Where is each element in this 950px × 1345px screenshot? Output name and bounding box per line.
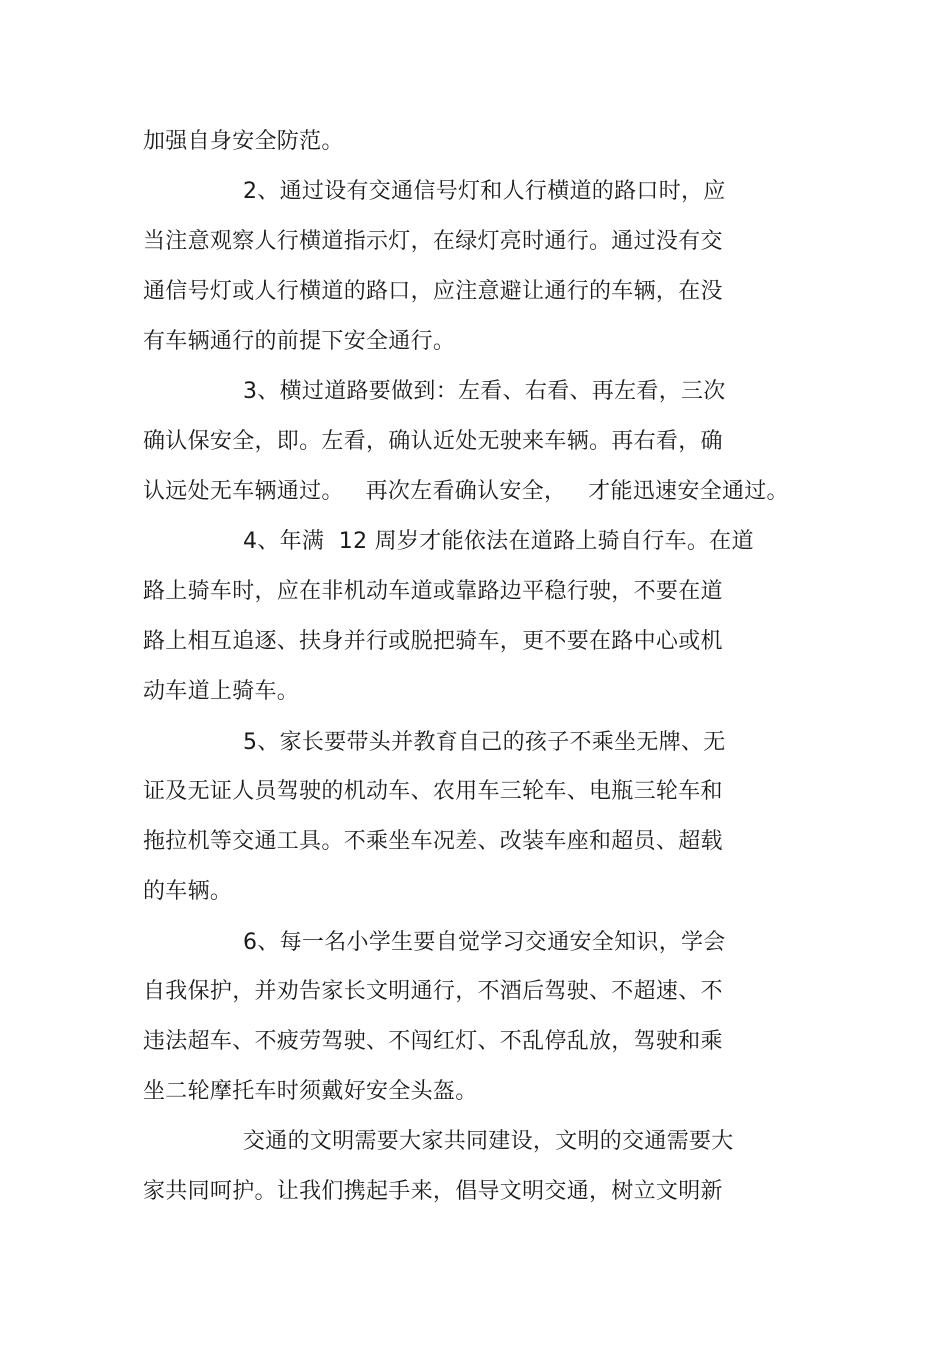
text-line: 6、每一名小学生要自觉学习交通安全知识，学会 — [243, 930, 726, 955]
text-line: 2、通过设有交通信号灯和人行横道的路口时，应 — [243, 179, 726, 204]
text-line: 路上骑车时，应在非机动车道或靠路边平稳行驶，不要在道 — [143, 579, 723, 604]
text-line: 5、家长要带头并教育自己的孩子不乘坐无牌、无 — [243, 730, 726, 755]
text-line: 确认保安全，即。左看，确认近处无驶来车辆。再右看，确 — [143, 429, 723, 454]
text-line: 交通的文明需要大家共同建设，文明的交通需要大 — [243, 1129, 734, 1154]
text-line: 3、横过道路要做到：左看、右看、再左看，三次 — [243, 379, 726, 404]
text-line: 路上相互追逐、扶身并行或脱把骑车，更不要在路中心或机 — [143, 629, 723, 654]
text-line: 加强自身安全防范。 — [143, 129, 344, 154]
text-line: 证及无证人员驾驶的机动车、农用车三轮车、电瓶三轮车和 — [143, 779, 723, 804]
text-line: 拖拉机等交通工具。不乘坐车况差、改装车座和超员、超载 — [143, 829, 723, 854]
text-line: 有车辆通行的前提下安全通行。 — [143, 329, 456, 354]
text-line: 当注意观察人行横道指示灯，在绿灯亮时通行。通过没有交 — [143, 229, 723, 254]
text-line: 通信号灯或人行横道的路口，应注意避让通行的车辆，在没 — [143, 279, 723, 304]
text-line: 认远处无车辆通过。 再次左看确认安全， 才能迅速安全通过。 — [143, 479, 789, 504]
text-line: 的车辆。 — [143, 879, 233, 904]
text-line: 家共同呵护。让我们携起手来，倡导文明交通，树立文明新 — [143, 1179, 723, 1204]
text-line: 动车道上骑车。 — [143, 679, 300, 704]
text-line: 违法超车、不疲劳驾驶、不闯红灯、不乱停乱放，驾驶和乘 — [143, 1029, 723, 1054]
text-line: 自我保护，并劝告家长文明通行，不酒后驾驶、不超速、不 — [143, 979, 723, 1004]
text-line: 4、年满 12 周岁才能依法在道路上骑自行车。在道 — [243, 529, 754, 554]
text-line: 坐二轮摩托车时须戴好安全头盔。 — [143, 1079, 478, 1104]
